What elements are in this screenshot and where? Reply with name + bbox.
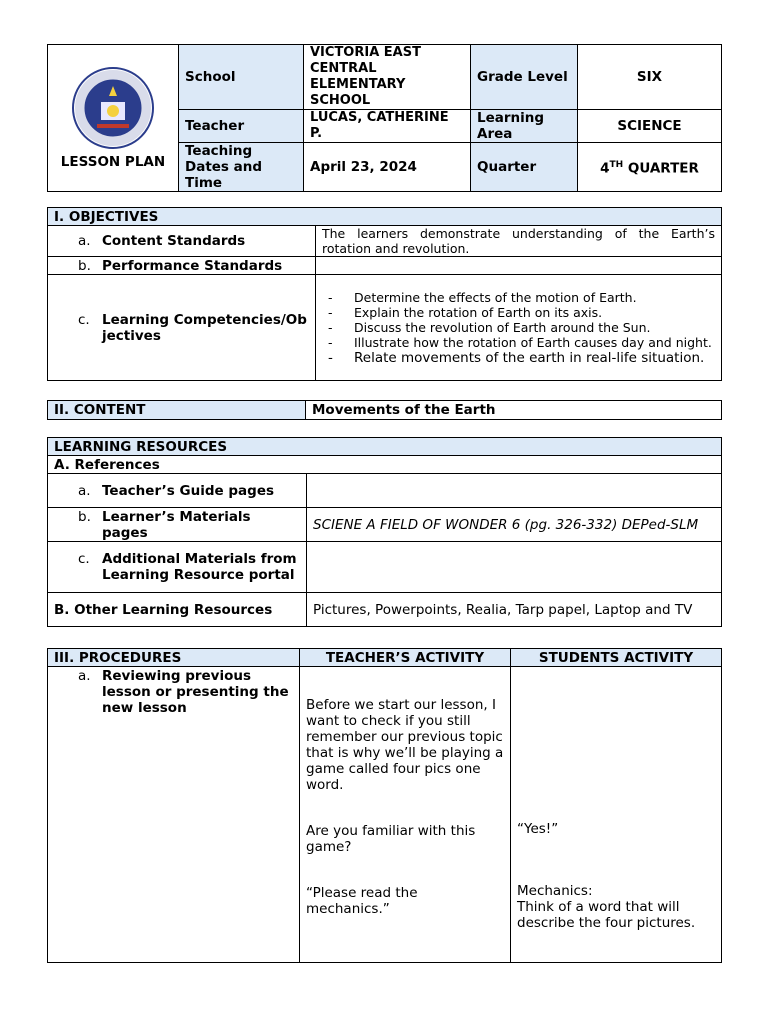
content-value: Movements of the Earth	[306, 401, 722, 420]
student-activity-header: STUDENTS ACTIVITY	[511, 649, 722, 667]
list-item: - Illustrate how the rotation of Earth causes day and night.	[328, 334, 712, 350]
other-resources-label: B. Other Learning Resources	[48, 593, 307, 627]
teacher-line-1: Before we start our lesson, I want to check if you still remember our previous topic that is why we’ll be playing a game called four pics one word.	[306, 697, 504, 793]
item-text: Reviewing previous lesson or presenting the new lesson	[102, 668, 289, 716]
grade-value: SIX	[578, 45, 722, 110]
quarter-number: 4	[600, 160, 610, 177]
learners-materials-value: SCIENE A FIELD OF WONDER 6 (pg. 326-332) DEPed-SLM	[307, 508, 722, 542]
reviewing-lesson-label	[48, 667, 300, 963]
item-letter: a.	[78, 668, 91, 684]
learning-area-value: SCIENCE	[578, 110, 722, 143]
item-letter: a.	[78, 482, 91, 499]
content-standards-value: The learners demonstrate understanding of the Earth’s rotation and revolution.	[316, 226, 722, 257]
quarter-label: Quarter	[471, 143, 578, 192]
item-text: Teacher’s Guide pages	[102, 482, 275, 499]
procedures-title: III. PROCEDURES	[48, 649, 300, 667]
student-line-3b: Think of a word that will describe the four pictures.	[517, 899, 696, 931]
lesson-plan-label: LESSON PLAN	[60, 154, 166, 170]
additional-materials-value	[307, 542, 722, 593]
content-table	[47, 400, 722, 420]
teacher-activity-cell	[300, 667, 511, 963]
other-resources-value: Pictures, Powerpoints, Realia, Tarp papel, Laptop and TV	[307, 593, 722, 627]
performance-standards-label	[48, 257, 316, 275]
list-item: - Explain the rotation of Earth on its axis.	[328, 304, 603, 320]
student-line-2: “Yes!”	[517, 821, 559, 837]
school-value: VICTORIA EAST CENTRAL ELEMENTARY SCHOOL	[304, 45, 471, 110]
resources-table	[47, 437, 722, 627]
item-letter: c.	[78, 311, 90, 328]
teacher-activity-header: TEACHER’S ACTIVITY	[300, 649, 511, 667]
student-activity-cell	[511, 667, 722, 963]
dates-label: Teaching Dates and Time	[179, 143, 304, 192]
teacher-line-2: Are you familiar with this game?	[306, 823, 476, 855]
quarter-suffix: TH	[609, 160, 624, 171]
resources-title: LEARNING RESOURCES	[48, 438, 722, 456]
teacher-line-3: “Please read the mechanics.”	[306, 885, 418, 917]
item-letter: c.	[78, 551, 90, 567]
item-text: Learning Competencies/Objectives	[102, 311, 307, 344]
item-text: Performance Standards	[102, 257, 283, 274]
content-standards-label	[48, 226, 316, 257]
item-text: Additional Materials from Learning Resource portal	[102, 551, 297, 583]
references-label: A. References	[48, 456, 722, 474]
competencies-list	[322, 290, 715, 366]
student-line-3a: Mechanics:	[517, 883, 593, 899]
item-letter: b.	[78, 257, 91, 274]
list-item: - Relate movements of the earth in real-life situation.	[328, 349, 705, 366]
list-item: - Discuss the revolution of Earth around the Sun.	[328, 319, 651, 335]
item-text: Learner’s Materials pages	[102, 508, 251, 541]
quarter-value	[578, 143, 722, 192]
additional-materials-label	[48, 542, 307, 593]
content-title: II. CONTENT	[48, 401, 306, 420]
performance-standards-value	[316, 257, 722, 275]
dates-value: April 23, 2024	[304, 143, 471, 192]
competencies-value	[316, 275, 722, 381]
deped-seal-icon	[71, 66, 155, 150]
competencies-label	[48, 275, 316, 381]
teacher-label: Teacher	[179, 110, 304, 143]
procedures-table	[47, 648, 722, 963]
teacher-value: LUCAS, CATHERINE P.	[304, 110, 471, 143]
school-label: School	[179, 45, 304, 110]
learning-area-label: Learning Area	[471, 110, 578, 143]
teachers-guide-value	[307, 474, 722, 508]
learners-materials-label	[48, 508, 307, 542]
objectives-title: I. OBJECTIVES	[48, 208, 722, 226]
header-table	[47, 44, 722, 192]
item-text: Content Standards	[102, 233, 246, 249]
objectives-table	[47, 207, 722, 381]
quarter-word: QUARTER	[623, 160, 699, 177]
grade-label: Grade Level	[471, 45, 578, 110]
item-letter: b.	[78, 508, 91, 525]
item-letter: a.	[78, 233, 91, 249]
list-item: - Determine the effects of the motion of Earth.	[328, 289, 637, 305]
logo-cell	[48, 45, 179, 192]
teachers-guide-label	[48, 474, 307, 508]
